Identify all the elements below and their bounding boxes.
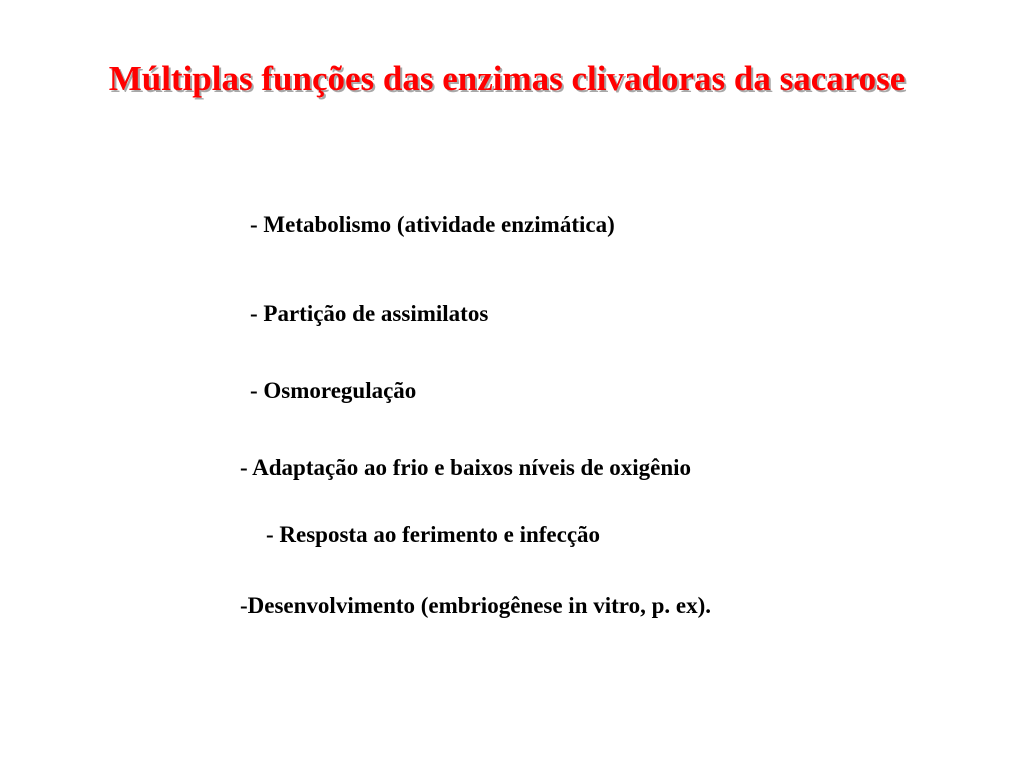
list-item-adaptacao: - Adaptação ao frio e baixos níveis de oxigênio xyxy=(240,455,692,480)
list-item-particao: - Partição de assimilatos xyxy=(250,301,489,326)
list-item-resposta: - Resposta ao ferimento e infecção xyxy=(266,522,601,547)
list-item-osmoregulacao: - Osmoregulação xyxy=(250,378,417,403)
list-item-desenvolvimento: -Desenvolvimento (embriogênese in vitro, p. ex). xyxy=(240,593,711,618)
slide-title: Múltiplas funções das enzimas clivadoras da sacarose xyxy=(108,59,906,98)
list-item-metabolismo: - Metabolismo (atividade enzimática) xyxy=(250,212,615,237)
